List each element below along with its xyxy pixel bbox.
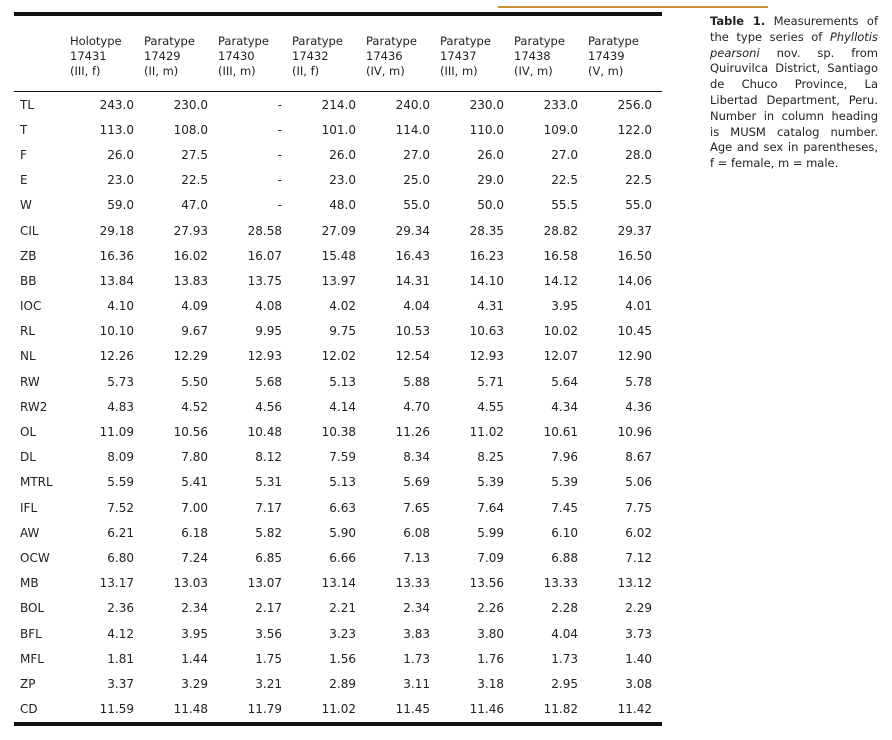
table-cell: 4.14 bbox=[329, 399, 356, 414]
row-label: OCW bbox=[20, 550, 50, 565]
table-cell: 4.55 bbox=[477, 399, 504, 414]
column-header-info: (IV, m) bbox=[514, 64, 553, 78]
table-cell: 8.67 bbox=[625, 450, 652, 465]
measurements-table bbox=[14, 12, 662, 726]
table-cell: 5.13 bbox=[329, 475, 356, 490]
table-cell: 29.0 bbox=[477, 173, 504, 188]
column-header-info: (III, m) bbox=[218, 64, 256, 78]
table-cell: 59.0 bbox=[107, 198, 134, 213]
column-header bbox=[514, 16, 588, 91]
table-cell: 8.12 bbox=[255, 450, 282, 465]
table-cell: 1.76 bbox=[477, 651, 504, 666]
table-cell: 2.34 bbox=[403, 601, 430, 616]
table-cell: 4.04 bbox=[403, 299, 430, 314]
table-cell: 4.12 bbox=[107, 626, 134, 641]
table-cell: 5.39 bbox=[551, 475, 578, 490]
table-cell: 122.0 bbox=[617, 122, 652, 137]
table-cell: 5.88 bbox=[403, 374, 430, 389]
table-cell: 3.11 bbox=[403, 676, 430, 691]
table-cell: 6.66 bbox=[329, 550, 356, 565]
table-cell: 12.29 bbox=[173, 349, 208, 364]
table-row bbox=[14, 394, 662, 419]
table-cell: 16.50 bbox=[617, 248, 652, 263]
row-label: TL bbox=[20, 97, 35, 112]
table-cell: 1.56 bbox=[329, 651, 356, 666]
table-cell: 55.0 bbox=[403, 198, 430, 213]
table-row bbox=[14, 243, 662, 268]
table-cell: 27.5 bbox=[181, 147, 208, 162]
table-cell: 55.5 bbox=[551, 198, 578, 213]
table-cell: 27.0 bbox=[403, 147, 430, 162]
table-cell: 10.02 bbox=[543, 324, 578, 339]
row-label: OL bbox=[20, 425, 37, 440]
table-cell: - bbox=[277, 122, 282, 137]
table-cell: 13.12 bbox=[617, 576, 652, 591]
table-cell: 13.33 bbox=[395, 576, 430, 591]
column-header-type: Paratype bbox=[440, 34, 491, 48]
column-header bbox=[218, 16, 292, 91]
table-row bbox=[14, 319, 662, 344]
table-cell: 3.21 bbox=[255, 676, 282, 691]
table-cell: 7.75 bbox=[625, 500, 652, 515]
table-cell: 7.52 bbox=[107, 500, 134, 515]
table-cell: 29.34 bbox=[395, 223, 430, 238]
header-corner bbox=[14, 16, 70, 91]
table-cell: 233.0 bbox=[543, 97, 578, 112]
table-cell: 7.59 bbox=[329, 450, 356, 465]
column-header-number: 17430 bbox=[218, 49, 255, 63]
column-header-info: (IV, m) bbox=[366, 64, 405, 78]
column-header-type: Paratype bbox=[218, 34, 269, 48]
table-cell: 3.23 bbox=[329, 626, 356, 641]
table-cell: 11.09 bbox=[99, 425, 134, 440]
row-label: T bbox=[20, 122, 28, 137]
column-header-info: (II, m) bbox=[144, 64, 179, 78]
table-row bbox=[14, 193, 662, 218]
row-label: MFL bbox=[20, 651, 44, 666]
table-cell: 5.68 bbox=[255, 374, 282, 389]
table-cell: 5.50 bbox=[181, 374, 208, 389]
column-header-type: Paratype bbox=[366, 34, 417, 48]
table-cell: 13.17 bbox=[99, 576, 134, 591]
table-cell: 2.29 bbox=[625, 601, 652, 616]
row-label: RW bbox=[20, 374, 40, 389]
table-cell: 3.95 bbox=[551, 299, 578, 314]
table-cell: 110.0 bbox=[469, 122, 504, 137]
table-cell: 12.90 bbox=[617, 349, 652, 364]
table-cell: - bbox=[277, 97, 282, 112]
table-cell: 12.02 bbox=[321, 349, 356, 364]
table-cell: 240.0 bbox=[395, 97, 430, 112]
table-cell: 2.95 bbox=[551, 676, 578, 691]
table-cell: 1.73 bbox=[551, 651, 578, 666]
table-cell: 5.13 bbox=[329, 374, 356, 389]
table-cell: 2.21 bbox=[329, 601, 356, 616]
table-cell: 230.0 bbox=[173, 97, 208, 112]
table-cell: 22.5 bbox=[551, 173, 578, 188]
table-cell: 23.0 bbox=[107, 173, 134, 188]
table-cell: - bbox=[277, 198, 282, 213]
table-cell: 114.0 bbox=[395, 122, 430, 137]
table-cell: 10.10 bbox=[99, 324, 134, 339]
table-cell: 28.58 bbox=[247, 223, 282, 238]
table-row bbox=[14, 445, 662, 470]
row-label: W bbox=[20, 198, 32, 213]
table-cell: 10.53 bbox=[395, 324, 430, 339]
column-header bbox=[144, 16, 218, 91]
table-cell: 6.21 bbox=[107, 525, 134, 540]
caption-species: Phyllotis pearsoni bbox=[710, 29, 878, 60]
table-cell: 2.34 bbox=[181, 601, 208, 616]
table-cell: 5.69 bbox=[403, 475, 430, 490]
row-label: RL bbox=[20, 324, 36, 339]
table-cell: 3.80 bbox=[477, 626, 504, 641]
table-cell: 9.67 bbox=[181, 324, 208, 339]
column-header-info: (V, m) bbox=[588, 64, 624, 78]
table-cell: 9.75 bbox=[329, 324, 356, 339]
table-cell: 13.03 bbox=[173, 576, 208, 591]
column-header bbox=[292, 16, 366, 91]
table-cell: 5.73 bbox=[107, 374, 134, 389]
table-cell: 7.96 bbox=[551, 450, 578, 465]
table-cell: 4.08 bbox=[255, 299, 282, 314]
row-label: E bbox=[20, 173, 28, 188]
table-cell: 48.0 bbox=[329, 198, 356, 213]
table-row bbox=[14, 369, 662, 394]
table-cell: 3.29 bbox=[181, 676, 208, 691]
table-cell: 11.02 bbox=[321, 702, 356, 717]
table-cell: 7.09 bbox=[477, 550, 504, 565]
row-label: F bbox=[20, 147, 27, 162]
table-cell: 11.46 bbox=[469, 702, 504, 717]
table-cell: 6.63 bbox=[329, 500, 356, 515]
caption-text-before: Measurements of the type series of bbox=[710, 14, 878, 44]
row-label: BOL bbox=[20, 601, 45, 616]
table-cell: 108.0 bbox=[173, 122, 208, 137]
table-cell: 7.17 bbox=[255, 500, 282, 515]
table-cell: 7.12 bbox=[625, 550, 652, 565]
row-label: RW2 bbox=[20, 399, 48, 414]
table-cell: 13.84 bbox=[99, 273, 134, 288]
table-row bbox=[14, 294, 662, 319]
column-header bbox=[70, 16, 144, 91]
table-cell: 5.64 bbox=[551, 374, 578, 389]
table-cell: 6.85 bbox=[255, 550, 282, 565]
table-cell: 10.45 bbox=[617, 324, 652, 339]
table-row bbox=[14, 596, 662, 621]
table-row bbox=[14, 697, 662, 722]
row-label: BFL bbox=[20, 626, 42, 641]
table-cell: 3.95 bbox=[181, 626, 208, 641]
table-body bbox=[14, 92, 662, 722]
table-cell: 50.0 bbox=[477, 198, 504, 213]
column-header-number: 17439 bbox=[588, 49, 625, 63]
table-cell: 4.56 bbox=[255, 399, 282, 414]
table-cell: 14.31 bbox=[395, 273, 430, 288]
column-header-number: 17437 bbox=[440, 49, 477, 63]
table-cell: 4.34 bbox=[551, 399, 578, 414]
table-cell: 6.88 bbox=[551, 550, 578, 565]
table-cell: 4.04 bbox=[551, 626, 578, 641]
row-label: IOC bbox=[20, 299, 42, 314]
table-row bbox=[14, 545, 662, 570]
table-cell: 13.33 bbox=[543, 576, 578, 591]
column-header-number: 17438 bbox=[514, 49, 551, 63]
table-cell: 109.0 bbox=[543, 122, 578, 137]
table-cell: 1.44 bbox=[181, 651, 208, 666]
table-cell: 7.45 bbox=[551, 500, 578, 515]
caption-text-after: nov. sp. from Quiruvilca District, Santiago de Chuco Province, La Libertad Department, Peru. Number in column heading is MUSM catalog number. Age and sex in parentheses, f = female, m = male. bbox=[710, 45, 878, 171]
table-cell: 12.54 bbox=[395, 349, 430, 364]
table-cell: 12.93 bbox=[469, 349, 504, 364]
table-cell: 15.48 bbox=[321, 248, 356, 263]
table-cell: 6.18 bbox=[181, 525, 208, 540]
table-row bbox=[14, 268, 662, 293]
table-cell: 55.0 bbox=[625, 198, 652, 213]
table-cell: 13.14 bbox=[321, 576, 356, 591]
table-cell: 7.64 bbox=[477, 500, 504, 515]
table-cell: 12.93 bbox=[247, 349, 282, 364]
table-row bbox=[14, 142, 662, 167]
column-header-number: 17429 bbox=[144, 49, 181, 63]
table-row bbox=[14, 168, 662, 193]
table-cell: 11.26 bbox=[395, 425, 430, 440]
column-header-type: Paratype bbox=[144, 34, 195, 48]
table-cell: 1.73 bbox=[403, 651, 430, 666]
row-label: ZP bbox=[20, 676, 36, 691]
column-header-number: 17432 bbox=[292, 49, 329, 63]
table-cell: 12.26 bbox=[99, 349, 134, 364]
column-header-info: (III, m) bbox=[440, 64, 478, 78]
table-cell: 3.37 bbox=[107, 676, 134, 691]
table-cell: 11.42 bbox=[617, 702, 652, 717]
table-row bbox=[14, 470, 662, 495]
table-cell: 3.73 bbox=[625, 626, 652, 641]
data-table bbox=[14, 16, 662, 722]
table-cell: 16.58 bbox=[543, 248, 578, 263]
table-cell: 16.43 bbox=[395, 248, 430, 263]
table-row bbox=[14, 344, 662, 369]
column-header-type: Paratype bbox=[588, 34, 639, 48]
row-label: BB bbox=[20, 273, 37, 288]
table-cell: - bbox=[277, 173, 282, 188]
table-cell: 10.38 bbox=[321, 425, 356, 440]
table-cell: 8.25 bbox=[477, 450, 504, 465]
table-cell: 2.26 bbox=[477, 601, 504, 616]
table-row bbox=[14, 520, 662, 545]
table-cell: 256.0 bbox=[617, 97, 652, 112]
table-cell: 12.07 bbox=[543, 349, 578, 364]
table-cell: 26.0 bbox=[107, 147, 134, 162]
column-header bbox=[588, 16, 662, 91]
table-cell: 3.18 bbox=[477, 676, 504, 691]
table-caption bbox=[710, 14, 878, 172]
table-row bbox=[14, 671, 662, 696]
table-cell: 11.79 bbox=[247, 702, 282, 717]
table-cell: 10.96 bbox=[617, 425, 652, 440]
table-row bbox=[14, 117, 662, 142]
table-cell: 2.17 bbox=[255, 601, 282, 616]
row-label: IFL bbox=[20, 500, 38, 515]
table-cell: 113.0 bbox=[99, 122, 134, 137]
table-cell: 2.28 bbox=[551, 601, 578, 616]
table-cell: 26.0 bbox=[329, 147, 356, 162]
table-cell: 29.37 bbox=[617, 223, 652, 238]
table-cell: 16.23 bbox=[469, 248, 504, 263]
table-cell: 28.0 bbox=[625, 147, 652, 162]
table-cell: 6.80 bbox=[107, 550, 134, 565]
table-row bbox=[14, 495, 662, 520]
table-cell: 13.56 bbox=[469, 576, 504, 591]
table-cell: 2.36 bbox=[107, 601, 134, 616]
table-cell: 23.0 bbox=[329, 173, 356, 188]
caption-label: Table 1. bbox=[710, 14, 766, 28]
table-row bbox=[14, 571, 662, 596]
table-cell: 4.10 bbox=[107, 299, 134, 314]
table-cell: 27.0 bbox=[551, 147, 578, 162]
table-cell: 14.06 bbox=[617, 273, 652, 288]
table-cell: 101.0 bbox=[321, 122, 356, 137]
row-label: AW bbox=[20, 525, 40, 540]
table-cell: 5.39 bbox=[477, 475, 504, 490]
table-cell: 10.61 bbox=[543, 425, 578, 440]
table-cell: 4.70 bbox=[403, 399, 430, 414]
row-label: CD bbox=[20, 702, 38, 717]
table-cell: 230.0 bbox=[469, 97, 504, 112]
table-cell: 1.81 bbox=[107, 651, 134, 666]
row-label: DL bbox=[20, 450, 36, 465]
row-label: CIL bbox=[20, 223, 39, 238]
table-cell: 10.48 bbox=[247, 425, 282, 440]
table-cell: 5.59 bbox=[107, 475, 134, 490]
table-cell: 10.63 bbox=[469, 324, 504, 339]
table-cell: 6.02 bbox=[625, 525, 652, 540]
table-cell: 28.82 bbox=[543, 223, 578, 238]
table-cell: 6.08 bbox=[403, 525, 430, 540]
row-label: NL bbox=[20, 349, 36, 364]
header-row bbox=[14, 16, 662, 91]
table-cell: 10.56 bbox=[173, 425, 208, 440]
column-header-number: 17431 bbox=[70, 49, 107, 63]
table-cell: 2.89 bbox=[329, 676, 356, 691]
table-cell: 11.48 bbox=[173, 702, 208, 717]
column-header-type: Paratype bbox=[292, 34, 343, 48]
table-cell: 4.09 bbox=[181, 299, 208, 314]
table-cell: 4.52 bbox=[181, 399, 208, 414]
table-row bbox=[14, 621, 662, 646]
table-cell: 4.31 bbox=[477, 299, 504, 314]
table-cell: 7.00 bbox=[181, 500, 208, 515]
column-header bbox=[366, 16, 440, 91]
table-cell: 47.0 bbox=[181, 198, 208, 213]
table-cell: 11.59 bbox=[99, 702, 134, 717]
table-cell: 7.24 bbox=[181, 550, 208, 565]
table-row bbox=[14, 218, 662, 243]
table-cell: 6.10 bbox=[551, 525, 578, 540]
table-cell: 3.83 bbox=[403, 626, 430, 641]
column-header-number: 17436 bbox=[366, 49, 403, 63]
table-row bbox=[14, 646, 662, 671]
table-cell: 27.93 bbox=[173, 223, 208, 238]
table-cell: 13.75 bbox=[247, 273, 282, 288]
bottom-rule bbox=[14, 722, 662, 726]
table-cell: 7.80 bbox=[181, 450, 208, 465]
table-cell: 5.41 bbox=[181, 475, 208, 490]
table-cell: 14.12 bbox=[543, 273, 578, 288]
table-cell: 29.18 bbox=[99, 223, 134, 238]
row-label: MB bbox=[20, 576, 39, 591]
table-cell: 5.82 bbox=[255, 525, 282, 540]
table-cell: 11.45 bbox=[395, 702, 430, 717]
table-cell: 3.08 bbox=[625, 676, 652, 691]
table-cell: 25.0 bbox=[403, 173, 430, 188]
table-cell: 9.95 bbox=[255, 324, 282, 339]
table-cell: 13.83 bbox=[173, 273, 208, 288]
table-cell: 5.78 bbox=[625, 374, 652, 389]
table-cell: 16.02 bbox=[173, 248, 208, 263]
table-cell: 13.07 bbox=[247, 576, 282, 591]
table-cell: 22.5 bbox=[625, 173, 652, 188]
table-cell: 11.82 bbox=[543, 702, 578, 717]
table-cell: 4.01 bbox=[625, 299, 652, 314]
table-cell: 5.99 bbox=[477, 525, 504, 540]
table-row bbox=[14, 92, 662, 117]
table-cell: 1.40 bbox=[625, 651, 652, 666]
table-cell: 5.06 bbox=[625, 475, 652, 490]
column-header-type: Paratype bbox=[514, 34, 565, 48]
table-cell: 5.90 bbox=[329, 525, 356, 540]
column-header bbox=[440, 16, 514, 91]
table-cell: 4.02 bbox=[329, 299, 356, 314]
table-cell: 3.56 bbox=[255, 626, 282, 641]
table-cell: 1.75 bbox=[255, 651, 282, 666]
table-cell: 16.36 bbox=[99, 248, 134, 263]
table-row bbox=[14, 419, 662, 444]
table-cell: 8.09 bbox=[107, 450, 134, 465]
table-cell: 243.0 bbox=[99, 97, 134, 112]
column-header-info: (III, f) bbox=[70, 64, 101, 78]
table-cell: 5.71 bbox=[477, 374, 504, 389]
table-cell: 5.31 bbox=[255, 475, 282, 490]
column-header-info: (II, f) bbox=[292, 64, 320, 78]
table-cell: 7.65 bbox=[403, 500, 430, 515]
row-label: ZB bbox=[20, 248, 37, 263]
accent-line bbox=[498, 6, 768, 8]
row-label: MTRL bbox=[20, 475, 53, 490]
table-cell: 8.34 bbox=[403, 450, 430, 465]
table-cell: 16.07 bbox=[247, 248, 282, 263]
table-cell: 4.36 bbox=[625, 399, 652, 414]
table-cell: 4.83 bbox=[107, 399, 134, 414]
table-cell: 27.09 bbox=[321, 223, 356, 238]
table-cell: 11.02 bbox=[469, 425, 504, 440]
table-cell: - bbox=[277, 147, 282, 162]
table-cell: 214.0 bbox=[321, 97, 356, 112]
table-cell: 26.0 bbox=[477, 147, 504, 162]
table-cell: 28.35 bbox=[469, 223, 504, 238]
column-header-type: Holotype bbox=[70, 34, 122, 48]
table-cell: 14.10 bbox=[469, 273, 504, 288]
table-cell: 22.5 bbox=[181, 173, 208, 188]
table-cell: 7.13 bbox=[403, 550, 430, 565]
table-cell: 13.97 bbox=[321, 273, 356, 288]
